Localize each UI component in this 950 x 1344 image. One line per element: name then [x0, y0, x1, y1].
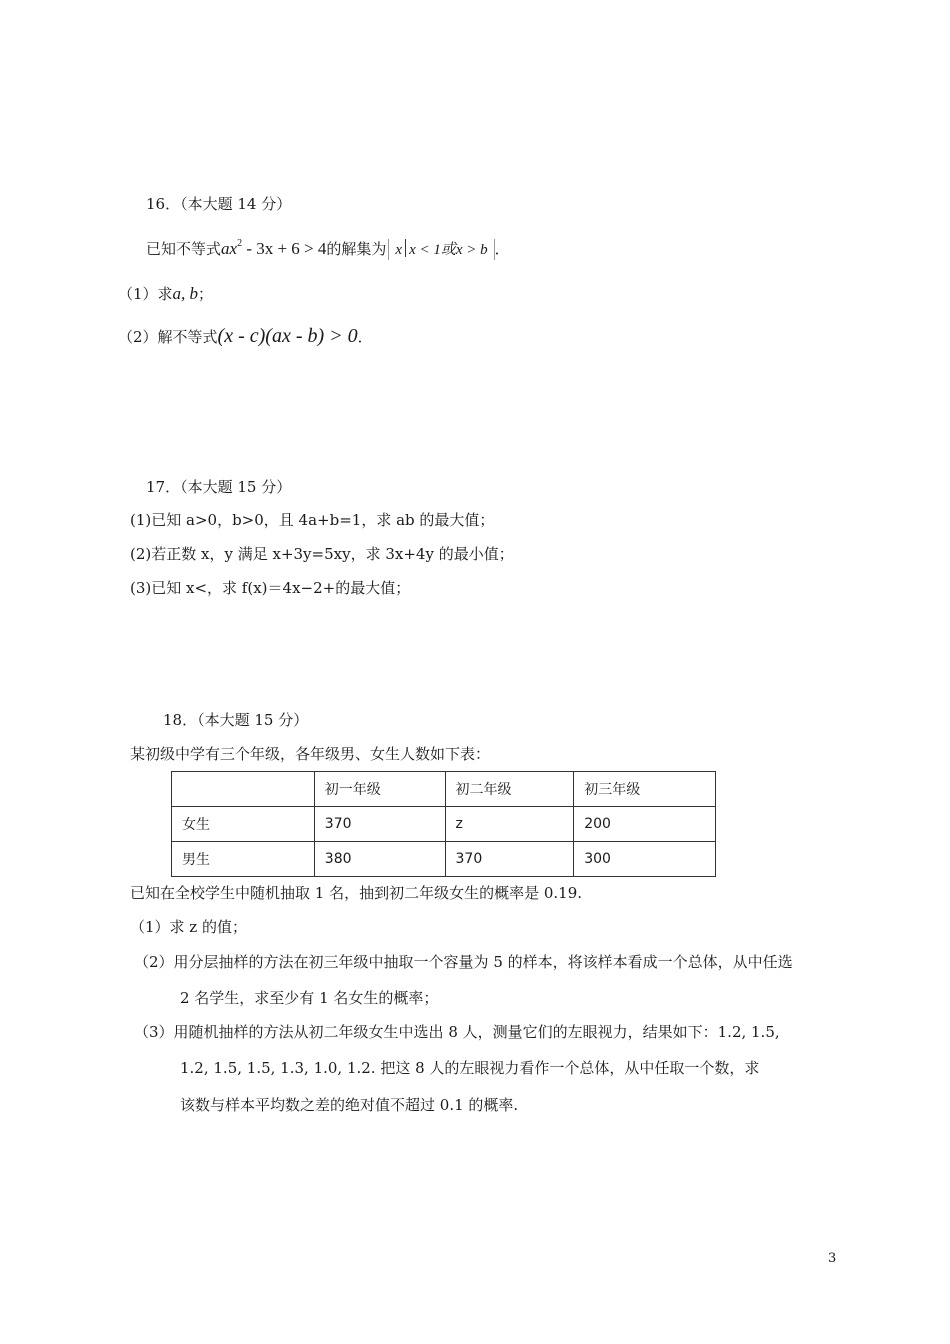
q16-part2-label: （2）解不等式 — [118, 328, 218, 346]
q16-set-cond: x < 1或x > b — [409, 242, 488, 258]
table-header-cell — [172, 772, 315, 807]
table-cell: 200 — [574, 807, 716, 842]
table-cell: 300 — [574, 842, 716, 877]
q16-part2 — [118, 326, 373, 347]
grade-table — [171, 771, 716, 877]
q17-part2: (2)若正数 x，y 满足 x+3y=5xy，求 3x+4y 的最小值； — [130, 545, 514, 563]
table-row — [172, 807, 716, 842]
table-header-cell: 初二年级 — [445, 772, 574, 807]
q16-part1 — [118, 284, 213, 304]
q16-set-x: x — [395, 242, 403, 258]
table-cell: 370 — [445, 842, 574, 877]
q18-given: 已知在全校学生中随机抽取 1 名，抽到初二年级女生的概率是 0.19. — [130, 884, 583, 902]
q17-heading: 17．（本大题 15 分） — [146, 478, 292, 496]
q16-part1-math: a, b — [172, 284, 199, 303]
q17-part1: (1)已知 a>0，b>0，且 4a+b=1，求 ab 的最大值； — [130, 511, 495, 529]
q16-part1-end: ； — [198, 285, 214, 303]
q18-part2-line2: 2 名学生，求至少有 1 名女生的概率； — [180, 989, 439, 1007]
q17-part3: (3)已知 x<，求 f(x)＝4x−2+的最大值； — [130, 579, 411, 597]
q18-part3-line1: （3）用随机抽样的方法从初二年级女生中选出 8 人，测量它们的左眼视力，结果如下：1.2, 1.5, — [134, 1023, 780, 1041]
table-header-row — [172, 772, 716, 807]
q16-ineq-rest: - 3x + 6 > 4 — [242, 239, 327, 258]
q16-stem-prefix: 已知不等式 — [146, 240, 222, 258]
q16-set-bar — [405, 239, 406, 257]
q16-part2-end: ． — [357, 328, 373, 346]
q18-intro: 某初级中学有三个年级，各年级男、女生人数如下表： — [130, 745, 491, 763]
q18-part3-line3: 该数与样本平均数之差的绝对值不超过 0.1 的概率. — [180, 1096, 519, 1114]
table-cell: 380 — [314, 842, 445, 877]
q16-ineq-exp: 2 — [237, 238, 243, 249]
table-cell: z — [445, 807, 574, 842]
table-cell: 370 — [314, 807, 445, 842]
table-header-cell: 初一年级 — [314, 772, 445, 807]
table-header-cell: 初三年级 — [574, 772, 716, 807]
q18-heading: 18．（本大题 15 分） — [163, 711, 309, 729]
table-row — [172, 842, 716, 877]
q16-part2-math: (x - c)(ax - b) > 0 — [217, 325, 358, 347]
q16-heading: 16．（本大题 14 分） — [146, 195, 292, 213]
q18-part3-line2: 1.2, 1.5, 1.5, 1.3, 1.0, 1.2. 把这 8 人的左眼视力看作一个总体，从中任取一个数，求 — [180, 1059, 760, 1077]
q16-ineq-a: ax — [221, 239, 238, 258]
q18-part2-line1: （2）用分层抽样的方法在初三年级中抽取一个容量为 5 的样本，将该样本看成一个总体，从中任选 — [134, 953, 793, 971]
q16-part1-label: （1）求 — [118, 285, 173, 303]
q16-stem — [146, 234, 510, 260]
q16-stem-end: ． — [494, 240, 510, 258]
q16-stem-mid: 的解集为 — [326, 240, 387, 258]
table-cell: 男生 — [172, 842, 315, 877]
q18-part1: （1）求 z 的值； — [130, 918, 247, 936]
q16-solution-set — [388, 239, 494, 260]
page-number: 3 — [828, 1251, 837, 1266]
table-cell: 女生 — [172, 807, 315, 842]
